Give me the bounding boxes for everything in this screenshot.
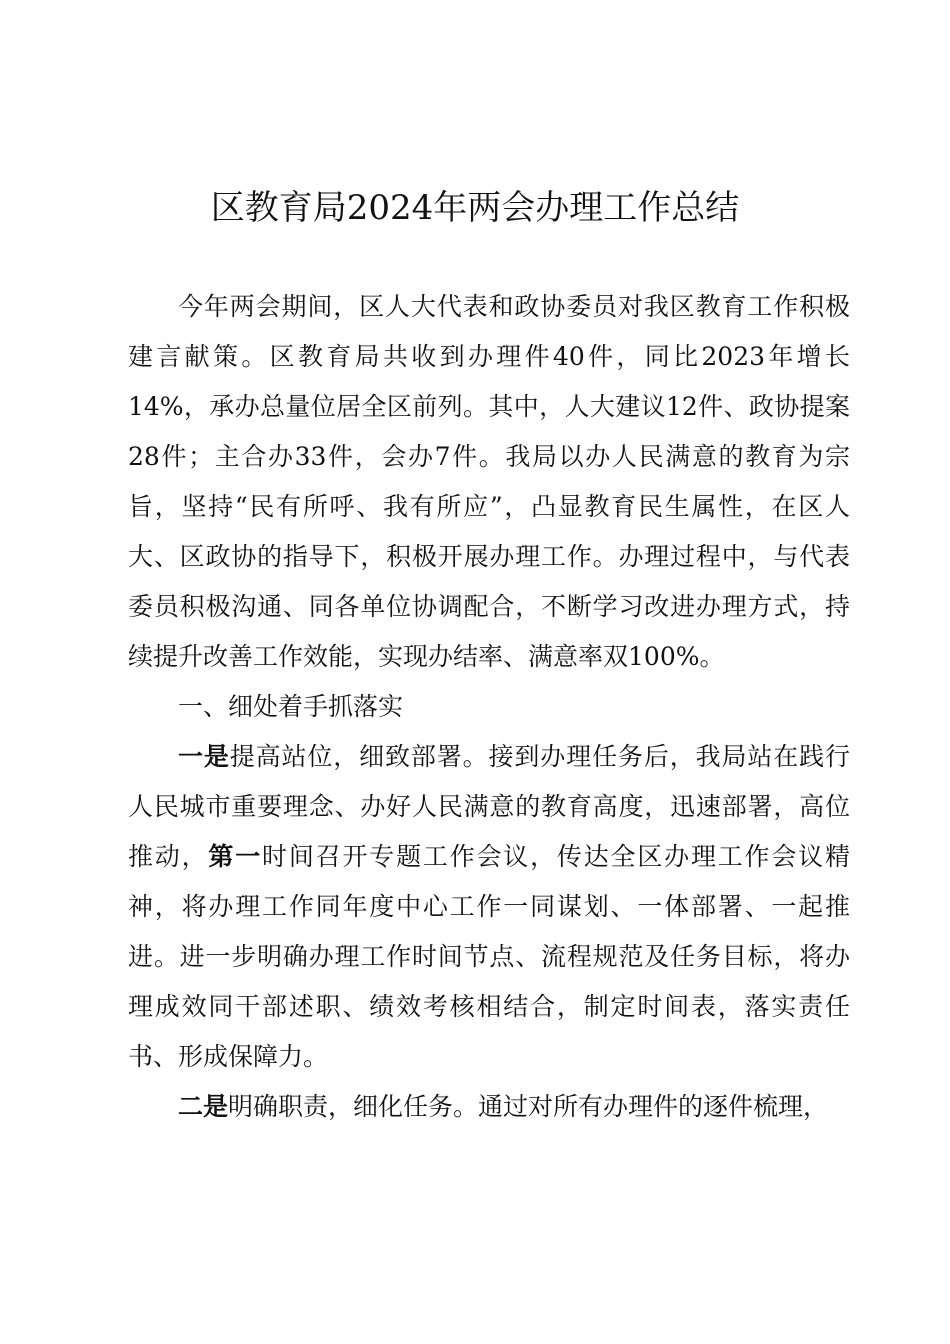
point-2-lead: 二是 bbox=[178, 1092, 229, 1121]
section-heading-1: 一、细处着手抓落实 bbox=[178, 692, 404, 721]
point-1-paragraph bbox=[128, 732, 850, 1082]
document-body bbox=[128, 282, 850, 1132]
point-2-text: 明确职责，细化任务。通过对所有办理件的逐件梳理， bbox=[228, 1092, 829, 1121]
point-1-bold-inline: 第一 bbox=[208, 842, 263, 871]
intro-paragraph: 今年两会期间，区人大代表和政协委员对我区教育工作积极建言献策。区教育局共收到办理件40件，同比2023年增长14%，承办总量位居全区前列。其中，人大建议12件、政协提案28件；主合办33件，会办7件。我局以办人民满意的教育为宗旨，坚持“民有所呼、我有所应”，凸显教育民生属性，在区人大、区政协的指导下，积极开展办理工作。办理过程中，与代表委员积极沟通、同各单位协调配合，不断学习改进办理方式，持续提升改善工作效能，实现办结率、满意率双100%。 bbox=[128, 292, 850, 671]
point-1-text-a: 提高站位，细致部署。接到办理任务后，我局站在践行人民城市重要理念、办好人民满意的教育高度，迅速部署，高位推动， bbox=[128, 742, 850, 871]
document-title: 区教育局2024年两会办理工作总结 bbox=[210, 188, 740, 228]
point-1-lead: 一是 bbox=[178, 742, 230, 771]
point-1-text-b: 时间召开专题工作会议，传达全区办理工作会议精神，将办理工作同年度中心工作一同谋划、一体部署、一起推进。进一步明确办理工作时间节点、流程规范及任务目标，将办理成效同干部述职、绩效考核相结合，制定时间表，落实责任书、形成保障力。 bbox=[128, 842, 850, 1071]
point-2-paragraph bbox=[128, 1082, 850, 1132]
